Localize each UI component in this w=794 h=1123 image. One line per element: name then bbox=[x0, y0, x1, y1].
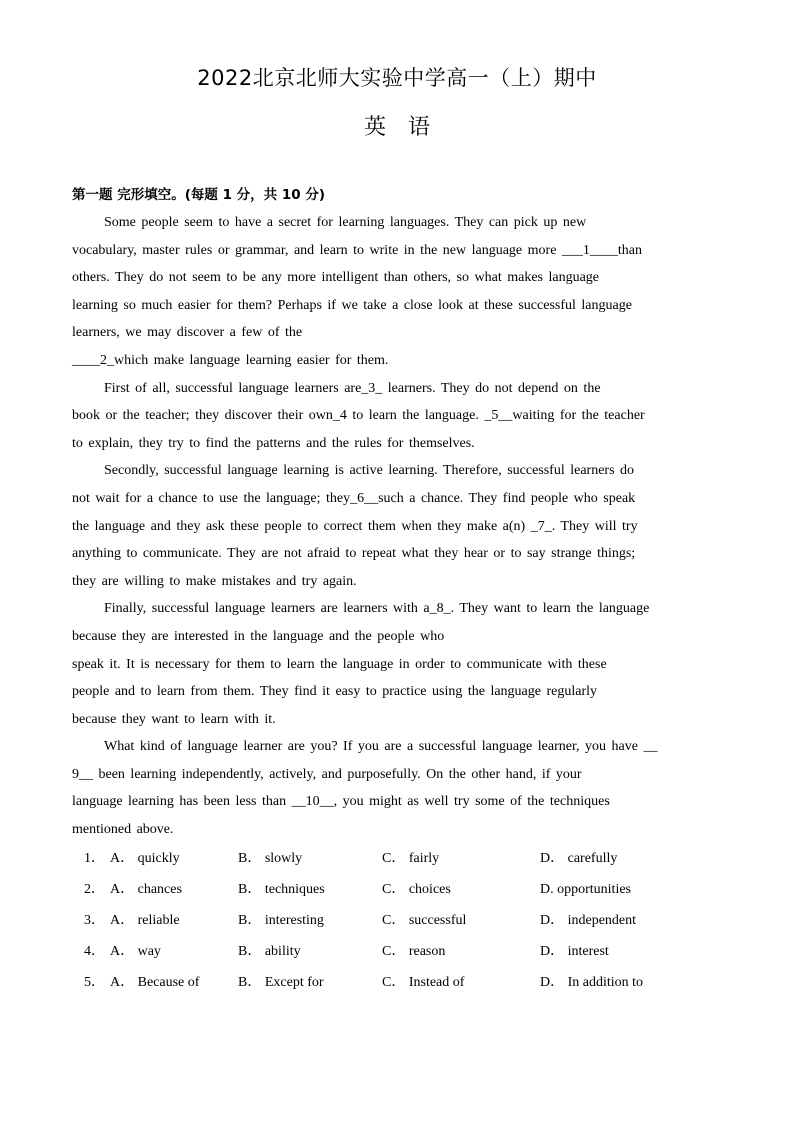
passage-line: others. They do not seem to be any more intelligent than others, so what makes language bbox=[72, 270, 600, 286]
option-b: B． Except for bbox=[238, 975, 324, 990]
passage-line: What kind of language learner are you? If you are a successful language learner, you have __ bbox=[104, 739, 658, 755]
option-b: B． interesting bbox=[238, 913, 324, 928]
option-b: B． slowly bbox=[238, 851, 303, 866]
passage-line: vocabulary, master rules or grammar, and learn to write in the new language more ___1____than bbox=[72, 242, 643, 258]
option-b: B． techniques bbox=[238, 882, 325, 897]
passage-line: because they are interested in the language and the people who bbox=[72, 628, 445, 644]
question-number: 4． bbox=[84, 944, 105, 959]
option-d: D． carefully bbox=[540, 851, 618, 866]
option-c: C． fairly bbox=[382, 851, 440, 866]
passage-line: not wait for a chance to use the language; they_6__such a chance. They find people who speak bbox=[72, 490, 636, 506]
exam-title: 2022北京北师大实验中学高一（上）期中 bbox=[197, 66, 597, 90]
question-row bbox=[84, 876, 724, 907]
passage-line: Finally, successful language learners are learners with a_8_. They want to learn the language bbox=[104, 601, 650, 617]
passage-line: learners, we may discover a few of the bbox=[72, 325, 303, 341]
option-d: D． independent bbox=[540, 913, 637, 928]
option-a: A． reliable bbox=[110, 913, 180, 928]
option-a: A． chances bbox=[110, 882, 182, 897]
passage-line: people and to learn from them. They find it easy to practice using the language regularly bbox=[72, 684, 598, 700]
question-number: 3． bbox=[84, 913, 105, 928]
passage-line: they are willing to make mistakes and try again. bbox=[72, 573, 357, 589]
passage-line: anything to communicate. They are not afraid to repeat what they hear or to say strange things; bbox=[72, 546, 636, 562]
passage-line: Secondly, successful language learning is active learning. Therefore, successful learners do bbox=[104, 463, 635, 479]
passage-line: speak it. It is necessary for them to learn the language in order to communicate with these bbox=[72, 656, 607, 672]
option-c: C． successful bbox=[382, 913, 467, 928]
option-d: D． In addition to bbox=[540, 975, 644, 990]
passage-line: 9__ been learning independently, actively, and purposefully. On the other hand, if your bbox=[72, 766, 582, 782]
question-number: 2． bbox=[84, 882, 105, 897]
passage-line: book or the teacher; they discover their own_4 to learn the language. _5__waiting for the teacher bbox=[72, 408, 645, 424]
option-a: A． quickly bbox=[110, 851, 180, 866]
question-row bbox=[84, 845, 724, 876]
option-c: C． reason bbox=[382, 944, 446, 959]
option-d: D． interest bbox=[540, 944, 609, 959]
question-row bbox=[84, 938, 724, 969]
passage-line: language learning has been less than __10__, you might as well try some of the techniques bbox=[72, 794, 610, 810]
answer-options bbox=[84, 845, 724, 1000]
question-number: 5． bbox=[84, 975, 105, 990]
subject-title: 英 语 bbox=[363, 115, 430, 140]
question-number: 1． bbox=[84, 851, 105, 866]
passage-line: to explain, they try to find the patterns and the rules for themselves. bbox=[72, 435, 475, 451]
option-d: D. opportunities bbox=[540, 882, 631, 897]
option-a: A． way bbox=[110, 944, 161, 959]
passage-line: ____2_which make language learning easier for them. bbox=[72, 352, 389, 368]
question-row bbox=[84, 907, 724, 938]
passage-line: First of all, successful language learners are_3_ learners. They do not depend on the bbox=[104, 380, 601, 396]
passage-line: the language and they ask these people to correct them when they make a(n) _7_. They will try bbox=[72, 518, 638, 534]
cloze-passage bbox=[72, 209, 722, 844]
question-row bbox=[84, 969, 724, 1000]
option-c: C． Instead of bbox=[382, 975, 465, 990]
passage-line: because they want to learn with it. bbox=[72, 711, 276, 727]
passage-line: Some people seem to have a secret for learning languages. They can pick up new bbox=[104, 215, 587, 230]
passage-line: learning so much easier for them? Perhaps if we take a close look at these successful language bbox=[72, 297, 632, 313]
section-heading: 第一题 完形填空。(每题 1 分，共 10 分) bbox=[72, 187, 326, 203]
passage-line: mentioned above. bbox=[72, 822, 174, 838]
option-c: C． choices bbox=[382, 882, 451, 897]
option-b: B． ability bbox=[238, 944, 301, 959]
option-a: A． Because of bbox=[110, 975, 200, 990]
